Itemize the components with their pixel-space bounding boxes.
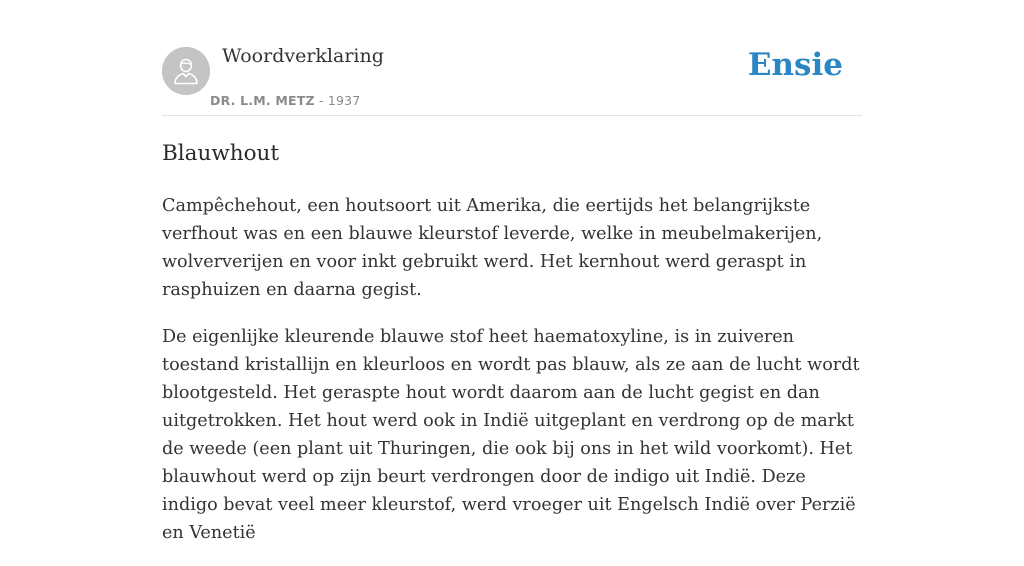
entry-title: Blauwhout (162, 141, 280, 166)
user-silhouette-icon (162, 47, 210, 95)
author-avatar-icon (162, 47, 210, 95)
source-author: DR. L.M. METZ (210, 93, 315, 108)
source-meta (210, 93, 360, 108)
entry-body (162, 192, 862, 566)
brand-logo-link[interactable]: Ensie (747, 47, 843, 83)
entry-paragraph: De eigenlijke kleurende blauwe stof heet haematoxyline, is in zuiveren toestand kristallijn en kleurloos en wordt pas blauw, als ze aan de lucht wordt blootgesteld. Het geraspte hout wordt daarom aan de lucht gegist en dan uitgetrokken. Het hout werd ook in Indië uitgeplant en verdrong op de markt de weede (een plant uit Thuringen, die ook bij ons in het wild voorkomt). Het blauwhout werd op zijn beurt verdrongen door de indigo uit Indië. Deze indigo bevat veel meer kleurstof, werd vroeger uit Engelsch Indië over Perzië en Venetië (162, 327, 860, 543)
article-container (162, 0, 862, 543)
source-title[interactable]: Woordverklaring (222, 45, 384, 67)
source-separator: - (314, 93, 328, 108)
source-year: 1937 (327, 93, 361, 108)
entry-paragraph: Campêchehout, een houtsoort uit Amerika, die eertijds het belangrijkste verfhout was en een blauwe kleurstof leverde, welke in meubelmakerijen, wolververijen en voor inkt gebruikt werd. Het kernhout werd geraspt in rasphuizen en daarna gegist. (162, 196, 823, 300)
source-header (162, 0, 862, 116)
